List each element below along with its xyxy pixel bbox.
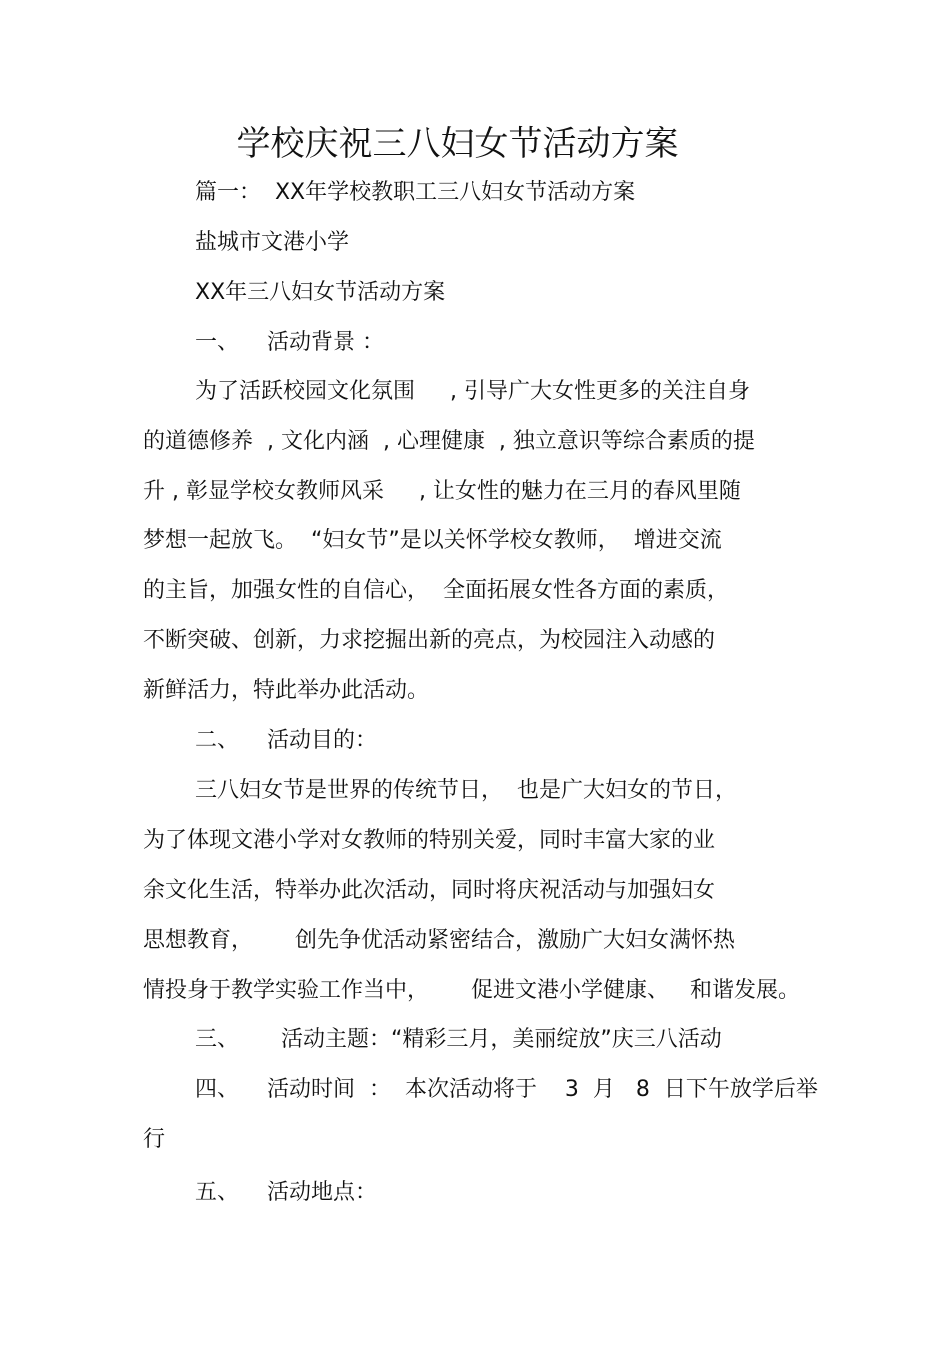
plan-title-line: XX年三八妇女节活动方案	[195, 280, 446, 305]
paragraph-line: 的道德修养 , 文化内涵 , 心理健康 , 独立意识等综合素质的提	[143, 429, 755, 454]
section-heading-theme: 三、 活动主题：“精彩三月，美丽绽放”庆三八活动	[195, 1027, 722, 1052]
paragraph-line: 余文化生活，特举办此次活动，同时将庆祝活动与加强妇女	[143, 878, 716, 903]
paragraph-line: 情投身于教学实验工作当中， 促进文港小学健康、 和谐发展。	[143, 978, 800, 1003]
paragraph-line: 升 , 彰显学校女教师风采 , 让女性的魅力在三月的春风里随	[143, 479, 741, 504]
section-heading-purpose: 二、 活动目的：	[195, 728, 377, 753]
school-name-line: 盐城市文港小学	[195, 230, 350, 255]
section-heading-background: 一、 活动背景 ：	[195, 330, 384, 355]
section-heading-location: 五、 活动地点：	[195, 1180, 377, 1205]
document-title: 学校庆祝三八妇女节活动方案	[236, 124, 679, 164]
paragraph-line: 新鲜活力，特此举办此活动。	[143, 678, 430, 703]
paragraph-line: 三八妇女节是世界的传统节日， 也是广大妇女的节日，	[195, 778, 737, 803]
paragraph-line: 梦想一起放飞。 “妇女节”是以关怀学校女教师， 增进交流	[143, 528, 722, 553]
paragraph-line: 为了活跃校园文化氛围 , 引导广大女性更多的关注自身	[195, 379, 750, 404]
paragraph-line: 思想教育， 创先争优活动紧密结合，激励广大妇女满怀热	[143, 928, 735, 953]
paragraph-line: 行	[143, 1127, 166, 1152]
paragraph-line: 的主旨，加强女性的自信心， 全面拓展女性各方面的素质，	[143, 578, 729, 603]
subtitle-line: 篇一： XX年学校教职工三八妇女节活动方案	[195, 180, 636, 205]
section-heading-time: 四、 活动时间 ： 本次活动将于 3 月 8 日下午放学后举	[195, 1077, 818, 1102]
paragraph-line: 为了体现文港小学对女教师的特别关爱，同时丰富大家的业	[143, 828, 716, 853]
paragraph-line: 不断突破、创新，力求挖掘出新的亮点，为校园注入动感的	[143, 628, 716, 653]
